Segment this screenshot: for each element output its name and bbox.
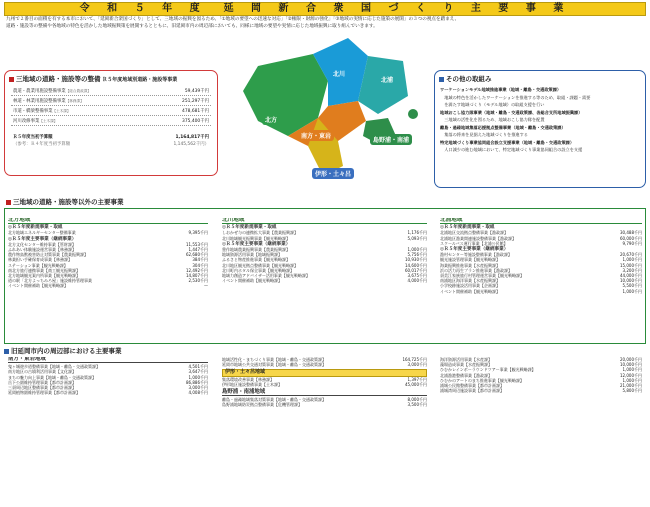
item-name: 北川地区観光拠点整備事業【観光戦略課】	[222, 262, 298, 268]
item-name: 北川町内ホタル保全事業【観光戦略課】	[222, 267, 294, 273]
item-name: 集落環境改善事業【林務課】	[222, 376, 274, 382]
item-name: 須美江家族旅行村管理運営事業【観光戦略課】	[440, 273, 524, 279]
group-label: ◎Ｒ５年度主要事業（継続事業）	[222, 241, 291, 247]
item-value: 164,725千円	[402, 357, 427, 362]
item-row	[222, 362, 427, 367]
budget-item-name: 河川改修事業	[13, 119, 40, 124]
item-value: 14,807千円	[186, 273, 208, 279]
budget-item-name: 林道・林業用施設整備事業	[13, 99, 66, 104]
item-row	[440, 388, 642, 393]
item-name: スクールバス運行事業【北浦公民館】	[440, 240, 508, 246]
other-line: ワーケーションモデル地域推進事業（地域・離島・交通政策課）	[440, 87, 562, 92]
item-name: 浜の活力再生プラン推進事業【漁政課】	[440, 267, 512, 273]
other-line: 三地域の活性化を図るため、地域おこし協力隊を配置	[440, 117, 545, 122]
item-value: 1,397千円	[407, 376, 427, 382]
item-value: 44,000千円	[620, 273, 642, 279]
budget-prev-row	[11, 141, 211, 148]
group-label: ◎Ｒ５年度新規事業・取組	[222, 225, 277, 231]
item-value: 5,756千円	[407, 252, 427, 258]
map-label-nanbu: 南方・東岩	[298, 130, 334, 141]
budget-prev-label: （参考：Ｒ４年度当初予算額	[13, 142, 71, 147]
budget-item-tag: 【土木課】	[52, 109, 71, 113]
item-value: 86,886千円	[186, 379, 208, 385]
section-marker-icon	[439, 77, 444, 82]
other-line: を満たす地域づくり（モデル地域）の取組支援を行い	[440, 102, 545, 107]
item-name: 南浦地区海洋事業【水産振興課】	[440, 278, 500, 284]
item-value: 1,447千円	[188, 247, 208, 253]
item-row	[222, 278, 427, 283]
map-label-igata: 伊形・土々呂	[312, 168, 354, 179]
other-line: 人口減少の進む地域において、特定地域づくり事業協同組合の設立を支援	[440, 147, 583, 152]
item-value: 9,395千円	[188, 230, 208, 236]
item-value: 4,501千円	[188, 364, 208, 370]
section2-heading-text: 三地域の道路・施設等以外の主要事業	[13, 198, 124, 206]
item-value: 10,000千円	[620, 278, 642, 284]
item-name: 地域力創造アドバイザー活用事業【観光戦略課】	[222, 273, 310, 279]
budget-prev-value: 1,145,562千円）	[173, 142, 209, 147]
igata-head: 伊形・土々呂地域	[222, 369, 427, 376]
budget-total-value: 1,164,817千円	[175, 135, 209, 140]
middle-column	[222, 357, 427, 505]
item-value: 3,675千円	[407, 273, 427, 279]
item-name: 北方地域エネルギーセンター整備事業	[8, 230, 76, 236]
item-name: 島野浦地域防災拠点整備事業【危機管理課】	[222, 402, 302, 408]
item-name: 南北方旅行連携事業【商工観光振興課】	[8, 267, 80, 273]
item-value: 3,200千円	[622, 267, 642, 273]
item-name: 南方地区の古墳利活用事業【文化課】	[8, 369, 76, 375]
item-value: 10,000千円	[620, 362, 642, 368]
item-value: 8,000千円	[407, 397, 427, 403]
item-value: 45,000千円	[405, 381, 427, 387]
item-name: 浦城湾周辺施設事業【都市計画課】	[440, 388, 504, 394]
item-value: 4,000千円	[407, 278, 427, 284]
budget-list	[11, 86, 211, 148]
item-row	[8, 390, 208, 395]
section-marker-icon	[4, 349, 9, 354]
budget-row	[11, 86, 211, 96]
budget-row	[11, 96, 211, 106]
budget-item-tag: 【総合農政課】	[65, 89, 91, 93]
item-value: 3,647千円	[188, 369, 208, 375]
section-marker-icon	[6, 200, 11, 205]
budget-total-row	[11, 132, 211, 141]
item-value: 30,488千円	[620, 230, 642, 236]
item-value: 1,000千円	[622, 257, 642, 263]
budget-heading: 三地域の道路・施設等の整備 Ｒ５年度地域別道路・施設等事業	[5, 71, 217, 86]
item-name: 豊作地域農業振興事業【農業振興課】	[222, 247, 290, 253]
item-row	[440, 241, 642, 246]
item-name: 農作物鳥獣被害防止対策事業【農業振興課】	[8, 252, 88, 258]
kitaura-head: 北浦地域	[440, 218, 642, 224]
item-name: 延岡植物園維持管理事業【都市計画課】	[8, 390, 80, 396]
item-name: まちの魅力向上事業【地域・離島・交通政策課】	[8, 374, 96, 380]
other-line: 地域の特色を活かしたワーケーションを推進する等のため、取組・課題・需要	[440, 94, 591, 100]
other-lines	[435, 86, 645, 154]
item-value: 1,000千円	[622, 367, 642, 373]
map-island	[408, 109, 418, 119]
budget-item-value: 375,400千円	[182, 119, 209, 124]
item-name: ふるさと物産推進事業【観光戦略課】	[222, 257, 290, 263]
budget-item-name: 農道・農業用施設整備事業	[13, 89, 66, 94]
budget-total-label: Ｒ５年度当初予算額	[13, 135, 53, 140]
item-value: 3,500千円	[407, 402, 427, 408]
item-name: 地域活性化・まちづくり事業【地域・離島・交通政策課】	[222, 357, 326, 362]
item-value: 1,000千円	[622, 288, 642, 294]
item-value: 12,492千円	[186, 267, 208, 273]
budget-item-name: 市道・橋梁整備事業	[13, 109, 53, 114]
kitakata-head: 北方地域	[8, 218, 208, 224]
budget-row	[11, 116, 211, 126]
section-marker-icon	[9, 77, 14, 82]
map-label-shimanoura: 島野浦・南浦	[370, 134, 412, 145]
budget-row	[11, 106, 211, 116]
budget-item-value: 478,681千円	[182, 109, 209, 114]
item-name: 浦城公民館整備事業【都市計画課】	[440, 383, 504, 389]
item-value: 1,000千円	[188, 374, 208, 380]
section2-heading	[6, 197, 124, 206]
item-value: 3,000千円	[407, 362, 427, 368]
item-value: 1,000千円	[622, 377, 642, 383]
item-value: 3,000千円	[188, 385, 208, 391]
group-label: ◎Ｒ５年度新規事業・取組	[8, 225, 63, 231]
item-name: 海洋資源活用事業【水産課】	[440, 357, 492, 362]
item-row	[8, 283, 208, 288]
item-name: 離島・過疎地域集落対策事業【地域・離島・交通政策課】	[222, 397, 326, 403]
item-value: 304千円	[192, 262, 208, 268]
item-value: 10,930千円	[405, 257, 427, 263]
other-line: 集落の将来を見据えた地域づくりを推進する	[440, 132, 528, 137]
other-line: 地域おこし協力隊事業（地域・離島・交通政策課、各総合支所地域振興課）	[440, 109, 583, 115]
kitagawa-head: 北川地域	[222, 218, 427, 224]
item-value: 15,000千円	[620, 262, 642, 268]
item-name: 北川地域観光振興事業【観光戦略課】	[222, 235, 290, 241]
item-name: 北方文化センター維持事業【管財課】	[8, 241, 76, 247]
road-facility-budget-panel	[4, 70, 218, 176]
budget-item-tag: 【土木課】	[39, 119, 58, 123]
region-map	[218, 26, 434, 208]
map-label-kitaura: 北浦	[378, 74, 396, 85]
group-label: ◎Ｒ５年度主要事業（継続事業）	[440, 247, 509, 253]
item-name: 藻場造成事業【水産振興課】	[440, 362, 492, 368]
item-value: 5,500千円	[622, 283, 642, 289]
other-line: 特定地域づくり事業協同組合設立支援事業（地域・離島・交通政策課）	[440, 139, 575, 145]
other-heading-text: その他の取組み	[446, 75, 492, 83]
item-name: 岳下公園維持管理事業【都市計画課】	[8, 379, 76, 385]
other-initiatives-panel	[434, 70, 646, 188]
item-name: 延岡市地域公共交通対策事業【地域・離島・交通政策課】	[222, 362, 326, 368]
other-line: 離島・過疎地域集落応援拠点整備事業（地域・離島・交通政策課）	[440, 124, 566, 130]
section3-heading-text: 旧延岡市内の周辺部における主要事業	[11, 347, 122, 355]
item-value: 60,000千円	[620, 235, 642, 241]
other-heading	[435, 71, 645, 86]
item-name: イベント開催補助【観光戦略課】	[8, 283, 68, 289]
kitagawa-column	[222, 218, 427, 340]
item-name: 林業担い手確保育成事業【林務課】	[8, 257, 72, 263]
item-name: 三須周辺地区整備事業【都市計画課】	[8, 385, 76, 391]
item-name: 地域資源活用事業【地域振興課】	[222, 252, 282, 258]
budget-item-value: 251,297千円	[182, 99, 209, 104]
item-value: 1,000千円	[407, 247, 427, 253]
right-column	[440, 357, 642, 505]
budget-heading-text: 三地域の道路・施設等の整備	[16, 75, 101, 83]
item-row	[222, 402, 427, 407]
item-value: 14,600千円	[405, 262, 427, 268]
nanbu-head: 南方・東岩地域	[8, 357, 208, 363]
item-value: 9,790千円	[622, 240, 642, 246]
item-value: 12,000千円	[620, 372, 642, 378]
item-name: 道の駅「北方よっちみろ屋」施設維持管理事業	[8, 278, 92, 284]
item-name: 小学校跡施設活用事業【企画課】	[440, 283, 500, 289]
item-value: 5,800千円	[622, 388, 642, 394]
region-map-svg	[218, 26, 434, 208]
item-value: 20,670千円	[620, 252, 642, 258]
item-value: 2,530千円	[188, 278, 208, 284]
item-value: 384千円	[192, 257, 208, 263]
item-name: 北浦地区漁業関連施設整備事業【漁政課】	[440, 235, 516, 241]
section3-heading	[4, 346, 646, 356]
item-value: 62,680千円	[186, 252, 208, 258]
kitakata-column	[8, 218, 208, 340]
item-value: 21,000千円	[620, 383, 642, 389]
page-title: 令 和 ５ 年 度 延 岡 新 合 衆 国 づ く り 主 要 事 業	[4, 2, 646, 16]
item-value: 4,008千円	[188, 390, 208, 396]
item-name: ステーション事業【観光戦略課】	[8, 262, 68, 268]
item-name: ふれあい体験施設運営事業【林務課】	[8, 247, 76, 253]
item-row	[440, 289, 642, 294]
item-name: 北浦地区交流拠点整備事業【漁政課】	[440, 230, 508, 236]
budget-item-value: 59,439千円	[184, 89, 209, 94]
item-value: —	[204, 283, 208, 289]
item-name: 漁村センター等施設整備事業【漁政課】	[440, 252, 512, 258]
item-value: 20,000千円	[620, 357, 642, 362]
group-label: ◎Ｒ５年度新規事業・取組	[440, 225, 495, 231]
map-label-kitakata: 北方	[262, 114, 280, 125]
item-name: しおかぜ与の連携拡大事業【農業振興課】	[222, 230, 298, 236]
intro-text: 九州で２番目の面積を有する本市において、「延岡新合衆国づくり」として、三地域の振興を図るため、「①地域の要望への迅速な対応」「②権限・財源の強化」「③地域の実情に応じた施策の展開」の３つの視点を踏まえ、 道路・施設等の整備や各地域の特色を活かした地域振興策を展開するとともに、旧延岡市内の周辺部においても、同様に地域の要望や実情に応じた地域振興に取り組んでいきます。	[6, 17, 460, 29]
item-value: 1,176千円	[407, 230, 427, 236]
item-name: ひむかレインボーラウンドツアー事業【観光戦略課】	[440, 367, 536, 373]
item-name: 鬼ヶ城遊歩道整備事業【地域・離島・交通政策課】	[8, 364, 100, 370]
item-row	[222, 382, 427, 387]
item-name: 海業振興推進事業【水産振興課】	[440, 262, 500, 268]
item-name: イベント開催補助【観光戦略課】	[222, 278, 282, 284]
nanbu-column	[8, 357, 208, 505]
group-label: ◎Ｒ５年度主要事業（継続事業）	[8, 236, 77, 242]
item-row	[222, 236, 427, 241]
item-value: 11,553千円	[186, 241, 208, 247]
item-name: 北浦漁港整備事業【漁政課】	[440, 372, 492, 378]
item-name: ひむかのアートのまち推進事業【観光戦略課】	[440, 377, 524, 383]
item-name: 北方地域観光案内所事業【観光戦略課】	[8, 273, 80, 279]
shimanoura-head: 島野浦・南浦地域	[222, 390, 427, 396]
item-name: イベント開催補助【観光戦略課】	[440, 288, 500, 294]
item-value: 60,017千円	[405, 267, 427, 273]
kitaura-column	[440, 218, 642, 340]
item-row	[8, 230, 208, 235]
map-label-kitagawa: 北川	[330, 68, 348, 79]
item-name: 観光施設管理事業【観光戦略課】	[440, 257, 500, 263]
budget-item-tag: 【林務課】	[65, 99, 84, 103]
item-value: 5,093千円	[407, 235, 427, 241]
item-name: 伊形地区施設整備事業【土木課】	[222, 381, 282, 387]
